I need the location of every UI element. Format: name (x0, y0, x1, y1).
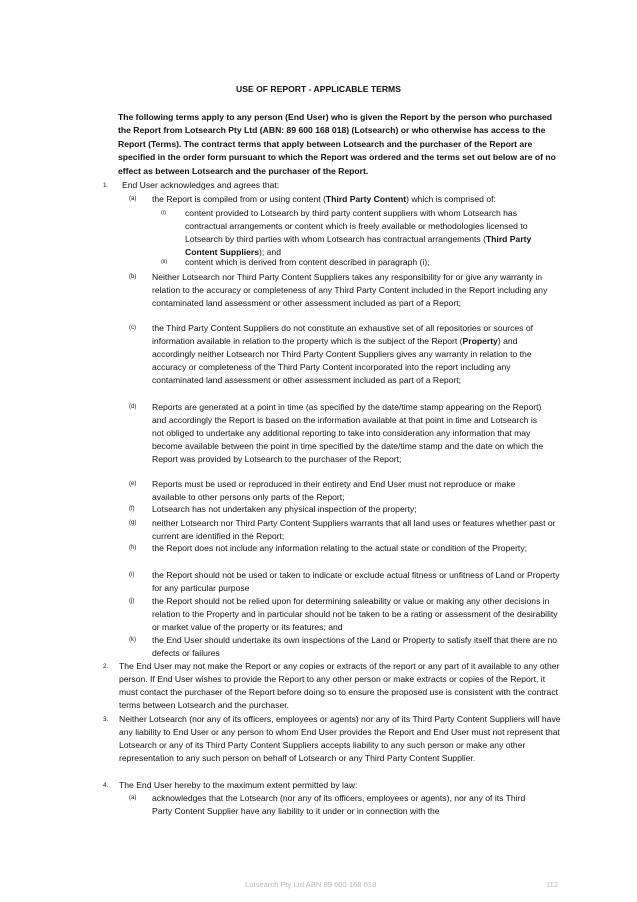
subclause-number: (k) (129, 637, 136, 643)
subclause-text: the Report should not be used or taken to indicate or exclude actual fitness or unfitness of Land or Property for any particular purpose (152, 570, 560, 593)
subclause-number: (c) (129, 325, 136, 331)
subclause-number: (f) (129, 506, 135, 512)
subclause-text: Reports are generated at a point in time (as specified by the date/time stamp appearing on the Report) and accordingly the Report is based on the information available at that point in time and Lotsearch is not obliged to undertake any additional reporting to take into consideration any information that may become available between the point in time specified by the date/time stamp and the date on which the Report was provided by Lotsearch to the purchaser of the Report; (152, 402, 544, 464)
subclause-text: the Report is compiled from or using content (Third Party Content) which is comprised of: (152, 194, 496, 204)
paragraph-number: (ii) (161, 259, 168, 265)
subclause-number: (d) (129, 404, 137, 410)
clause-number: 2. (103, 663, 109, 670)
subclause-number: (b) (129, 274, 137, 280)
defined-term: Third Party Content (325, 194, 407, 204)
paragraph-number: (i) (161, 210, 166, 216)
subclause-text: neither Lotsearch nor Third Party Content Suppliers warrants that all land uses or features whether past or current are identified in the Report; (152, 518, 556, 541)
subclause-number: (g) (129, 520, 137, 526)
subclause-text: the Third Party Content Suppliers do not constitute an exhaustive set of all repositories or sources of information available in relation to the property which is the subject of the Report (Property) and accordingly neither Lotsearch nor Third Party Content Suppliers gives any warranty in relation to the accuracy or completeness of the Third Party Content incorporated into the report including any contaminated land assessment or other assessment included as part of a Report; (152, 323, 534, 385)
clause-text: The End User hereby to the maximum extent permitted by law: (119, 780, 358, 790)
subclause-text: the Report should not be relied upon for determining saleability or value or making any other decisions in relation to the Property and in particular should not be taken to be a rating or assessment of the desirability or market value of the property or its features; and (152, 596, 558, 632)
paragraph-text: content provided to Lotsearch by third party content suppliers with whom Lotsearch has contractual arrangements or content which is freely available or methodologies licensed to Lotsearch by third parties with whom Lotsearch has contractual arrangements (Third Party Content Suppliers); and (185, 208, 532, 257)
clause-text: The End User may not make the Report or any copies or extracts of the report or any part of it available to any other person. If End User wishes to provide the Report to any other person or make extracts or copies of the Report, it must contact the purchaser of the Report before doing so to ensure the proposed use is consistent with the contract terms between Lotsearch and the purchaser. (119, 661, 560, 710)
subclause-text: Lotsearch has not undertaken any physical inspection of the property; (152, 504, 417, 514)
subclause-text: Reports must be used or reproduced in their entirety and End User must not reproduce or make available to other persons only parts of the Report; (152, 479, 516, 502)
clause-number: 1. (103, 182, 109, 189)
subclause-number: (i) (129, 572, 135, 578)
subclause-number: (e) (129, 481, 137, 487)
subclause-text: the End User should undertake its own inspections of the Land or Property to satisfy itself that there are no defects or failures (152, 635, 558, 658)
subclause-number: (a) (129, 795, 137, 801)
defined-term: Property (462, 336, 498, 346)
defined-term: Third Party Content Suppliers (185, 234, 532, 257)
intro-paragraph: The following terms apply to any person (End User) who is given the Report by the person who purchased the Report from Lotsearch Pty Ltd (ABN: 89 600 168 018) (Lotsearch) or who otherwise has access to the Report (Terms). The contract terms that apply between Lotsearch and the purchaser of the Report are specified in the order form pursuant to which the Report was ordered and the terms set out below are of no effect as between Lotsearch and the purchaser of the Report. (118, 112, 556, 176)
footer-company: Lotsearch Pty Ltd ABN 89 600 168 018 (245, 880, 377, 889)
page-title: USE OF REPORT - APPLICABLE TERMS (236, 84, 401, 94)
clause-number: 4. (103, 782, 109, 789)
subclause-number: (h) (129, 545, 137, 551)
clause-text: Neither Lotsearch (nor any of its officers, employees or agents) nor any of its Third Party Content Suppliers will have any liability to End User or any person to whom End User provides the Report and End User must not represent that Lotsearch or any of its Third Party Content Suppliers accepts liability to any such person or make any other representation to any such person on behalf of Lotsearch or any Third Party Content Supplier. (119, 714, 561, 763)
subclause-text: acknowledges that the Lotsearch (nor any of its officers, employees or agents), nor any of its Third Party Content Supplier have any liability to it under or in connection with the (152, 793, 526, 816)
subclause-text: the Report does not include any information relating to the actual state or condition of the Property; (152, 543, 528, 553)
clause-number: 3. (103, 716, 109, 723)
subclause-number: (a) (129, 196, 137, 202)
clause-text: End User acknowledges and agrees that: (122, 180, 280, 190)
subclause-number: (j) (129, 598, 135, 604)
page-number: 112 (546, 880, 559, 889)
subclause-text: Neither Lotsearch nor Third Party Content Suppliers takes any responsibility for or give any warranty in relation to the accuracy or completeness of any Third Party Content included in the Report including any contaminated land assessment or other assessment included as part of a Report; (152, 272, 548, 308)
paragraph-text: content which is derived from content described in paragraph (i); (185, 257, 430, 267)
